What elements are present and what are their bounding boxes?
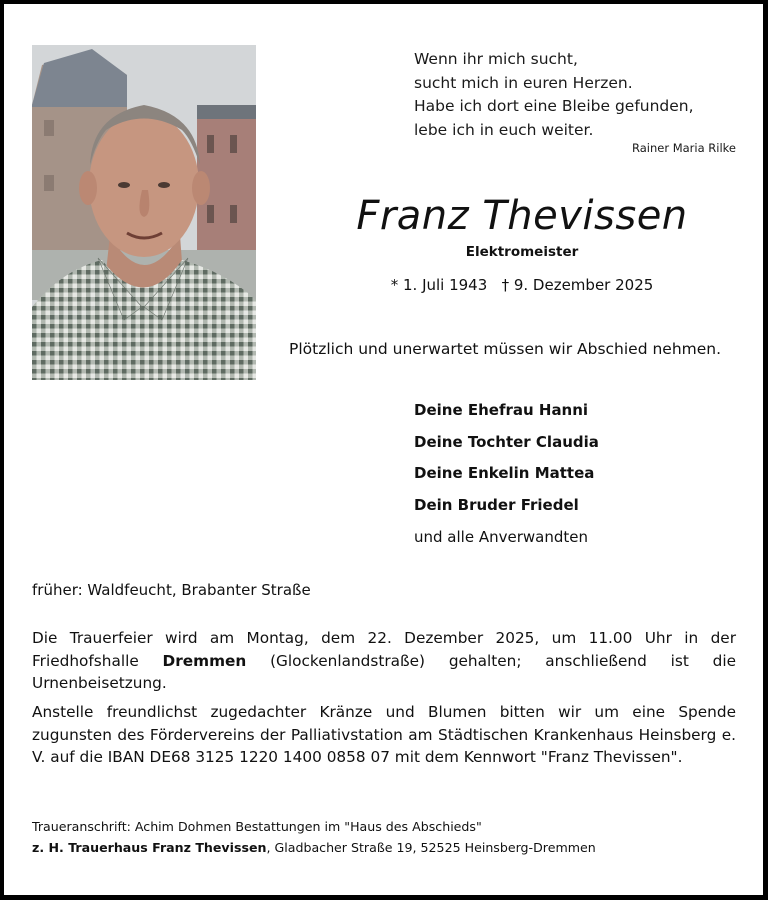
deceased-profession: Elektromeister — [465, 244, 579, 260]
mourner-item: Deine Enkelin Mattea — [414, 464, 595, 483]
funeral-place: Dremmen — [162, 651, 247, 670]
mourner-item: Deine Ehefrau Hanni — [414, 401, 589, 419]
obituary-page — [4, 4, 763, 895]
mourning-address-street: , Gladbacher Straße 19, 52525 Heinsberg-Dremmen — [266, 840, 596, 855]
mourning-address-line2 — [32, 837, 596, 858]
funeral-text-before: Die Trauerfeier wird am Montag, dem 22. Dezember 2025, um 11.00 Uhr in der Friedhofshalle — [32, 629, 736, 670]
poem-line: sucht mich in euren Herzen. — [414, 73, 633, 92]
mourner-item: und alle Anverwandten — [414, 527, 588, 546]
life-dates: * 1. Juli 1943 † 9. Dezember 2025 — [390, 276, 654, 294]
mourner-item: Dein Bruder Friedel — [414, 496, 579, 515]
portrait-photo — [32, 45, 256, 380]
deceased-name: Franz Thevissen — [356, 193, 688, 239]
mourner-item: Deine Tochter Claudia — [414, 432, 599, 451]
announcement-text: Plötzlich und unerwartet müssen wir Abschied nehmen. — [289, 340, 722, 358]
portrait-illustration — [32, 45, 256, 380]
funeral-info — [32, 627, 736, 695]
poem — [414, 48, 694, 142]
poem-line: Habe ich dort eine Bleibe gefunden, — [414, 97, 694, 115]
poem-line: Wenn ihr mich sucht, — [414, 50, 578, 68]
mourning-address — [32, 816, 596, 858]
funeral-text-after: (Glockenlandstraße) gehalten; anschließend ist die Urnenbeisetzung. — [32, 651, 736, 692]
former-address: früher: Waldfeucht, Brabanter Straße — [32, 581, 311, 599]
poem-author: Rainer Maria Rilke — [631, 141, 736, 155]
poem-line: lebe ich in euch weiter. — [414, 120, 594, 139]
mourning-house: z. H. Trauerhaus Franz Thevissen — [32, 840, 267, 855]
mourning-address-line1: Traueranschrift: Achim Dohmen Bestattungen im "Haus des Abschieds" — [32, 819, 482, 834]
donation-info: Anstelle freundlichst zugedachter Kränze und Blumen bitten wir um eine Spende zugunsten des Fördervereins der Palliativstation am Städtischen Krankenhaus Heinsberg e. V. auf die IBAN DE68 3125 1220 1400 0858 07 mit dem Kennwort "Franz Thevissen". — [32, 703, 736, 766]
mourners-list — [414, 398, 599, 556]
